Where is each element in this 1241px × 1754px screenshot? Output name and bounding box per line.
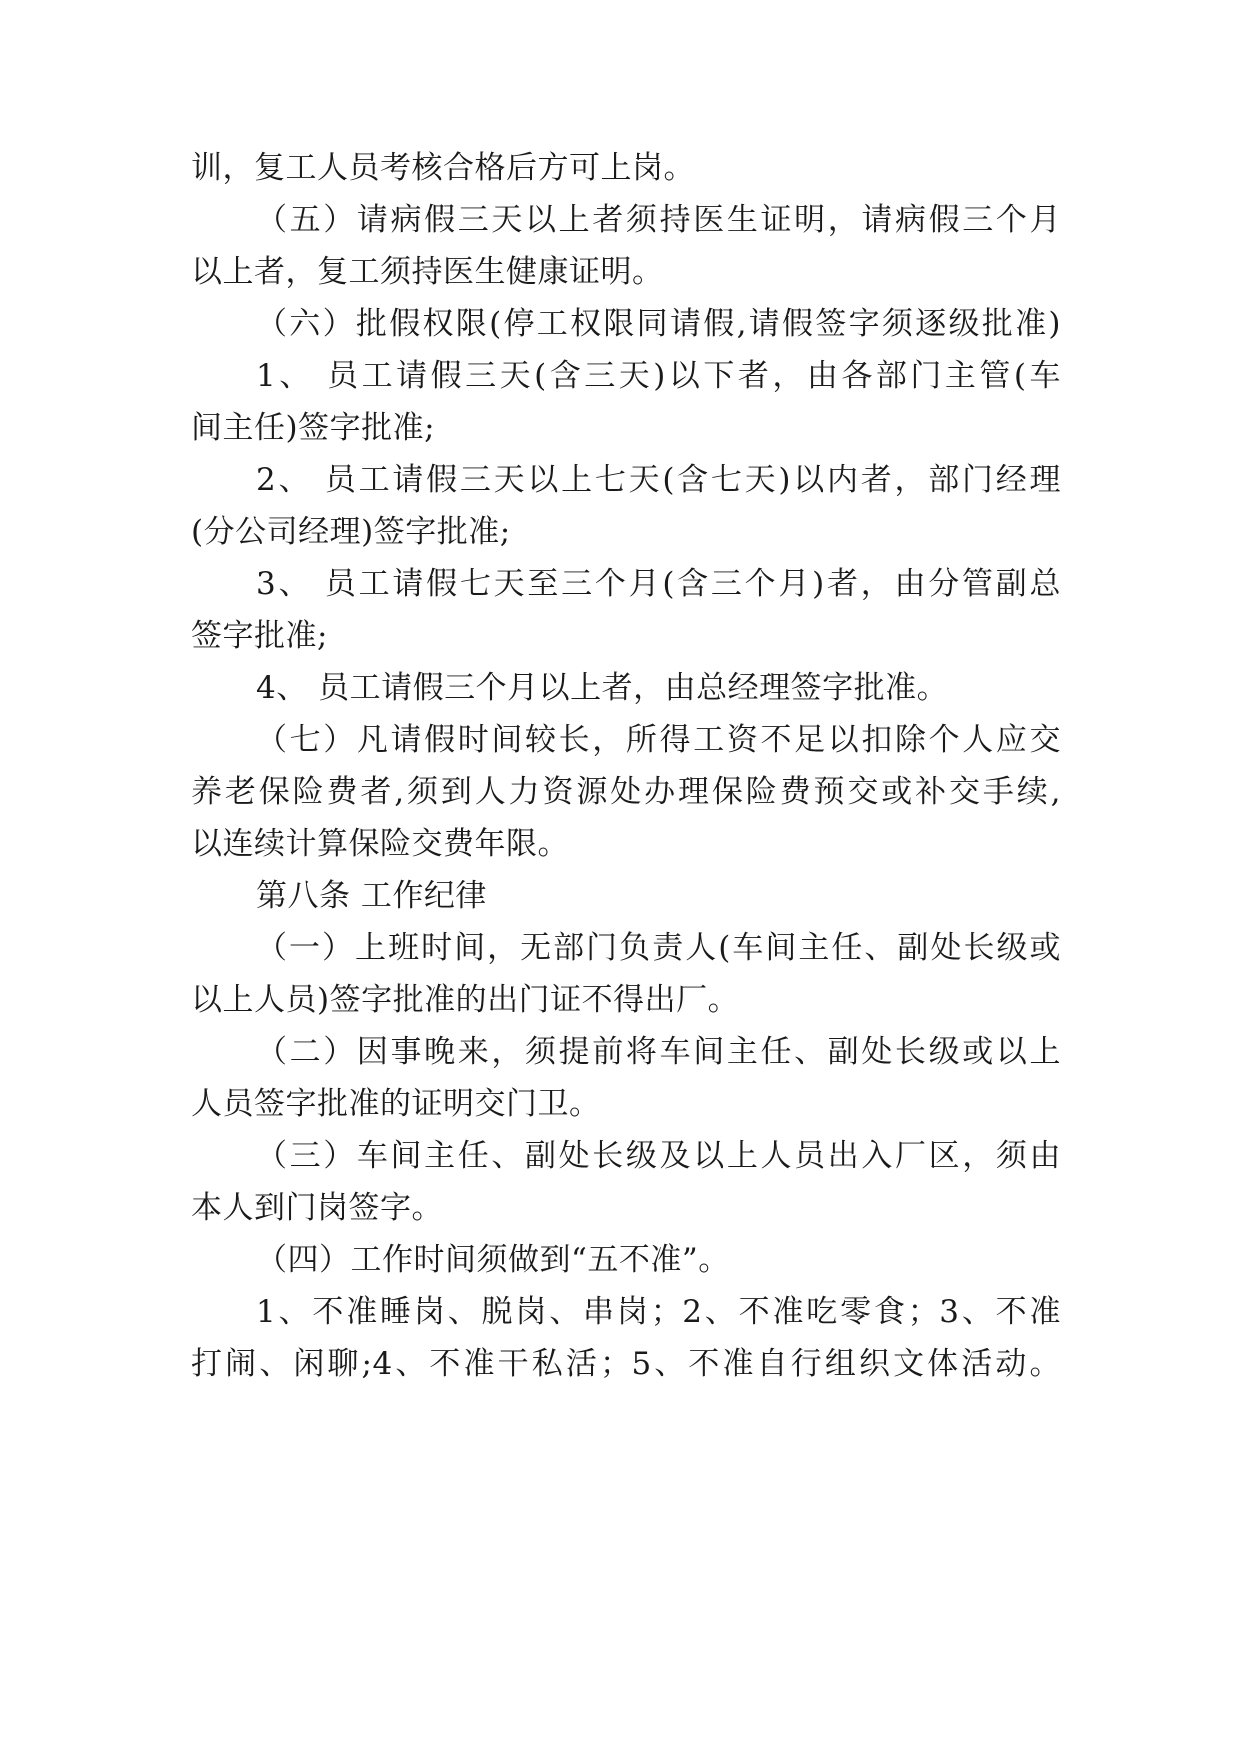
text-line: （七）凡请假时间较长，所得工资不足以扣除个人应交 <box>256 722 1061 758</box>
text-line: 2、 员工请假三天以上七天(含七天)以内者，部门经理 <box>256 462 1061 498</box>
section-heading: 第八条 工作纪律 <box>256 878 487 914</box>
text-line: (分公司经理)签字批准; <box>191 514 511 550</box>
text-line: 本人到门岗签字。 <box>191 1190 443 1226</box>
text-line: 以上者，复工须持医生健康证明。 <box>191 254 664 290</box>
text-line: 养老保险费者,须到人力资源处办理保险费预交或补交手续, <box>191 774 1061 810</box>
text-line: （一）上班时间，无部门负责人(车间主任、副处长级或 <box>256 930 1061 966</box>
text-line: 以连续计算保险交费年限。 <box>191 826 569 862</box>
text-line: 人员签字批准的证明交门卫。 <box>191 1086 601 1122</box>
text-line: （二）因事晚来，须提前将车间主任、副处长级或以上 <box>256 1034 1061 1070</box>
text-line: （四）工作时间须做到“五不准”。 <box>256 1242 730 1278</box>
text-line: （三）车间主任、副处长级及以上人员出入厂区，须由 <box>256 1138 1061 1174</box>
text-line: 签字批准; <box>191 618 328 654</box>
text-line: 训，复工人员考核合格后方可上岗。 <box>191 150 695 186</box>
text-line: （五）请病假三天以上者须持医生证明，请病假三个月 <box>256 202 1061 238</box>
text-line: 1、 员工请假三天(含三天)以下者，由各部门主管(车 <box>256 358 1061 394</box>
text-line: 以上人员)签字批准的出门证不得出厂。 <box>191 982 740 1018</box>
text-line: 打闹、闲聊;4、不准干私活；5、不准自行组织文体活动。 <box>191 1346 1061 1382</box>
text-line: 间主任)签字批准; <box>191 410 436 446</box>
text-line: 1、不准睡岗、脱岗、串岗；2、不准吃零食；3、不准 <box>256 1294 1061 1330</box>
text-line: 3、 员工请假七天至三个月(含三个月)者，由分管副总 <box>256 566 1061 602</box>
text-line: 4、 员工请假三个月以上者，由总经理签字批准。 <box>256 670 949 706</box>
text-line: （六）批假权限(停工权限同请假,请假签字须逐级批准) <box>256 306 1061 342</box>
